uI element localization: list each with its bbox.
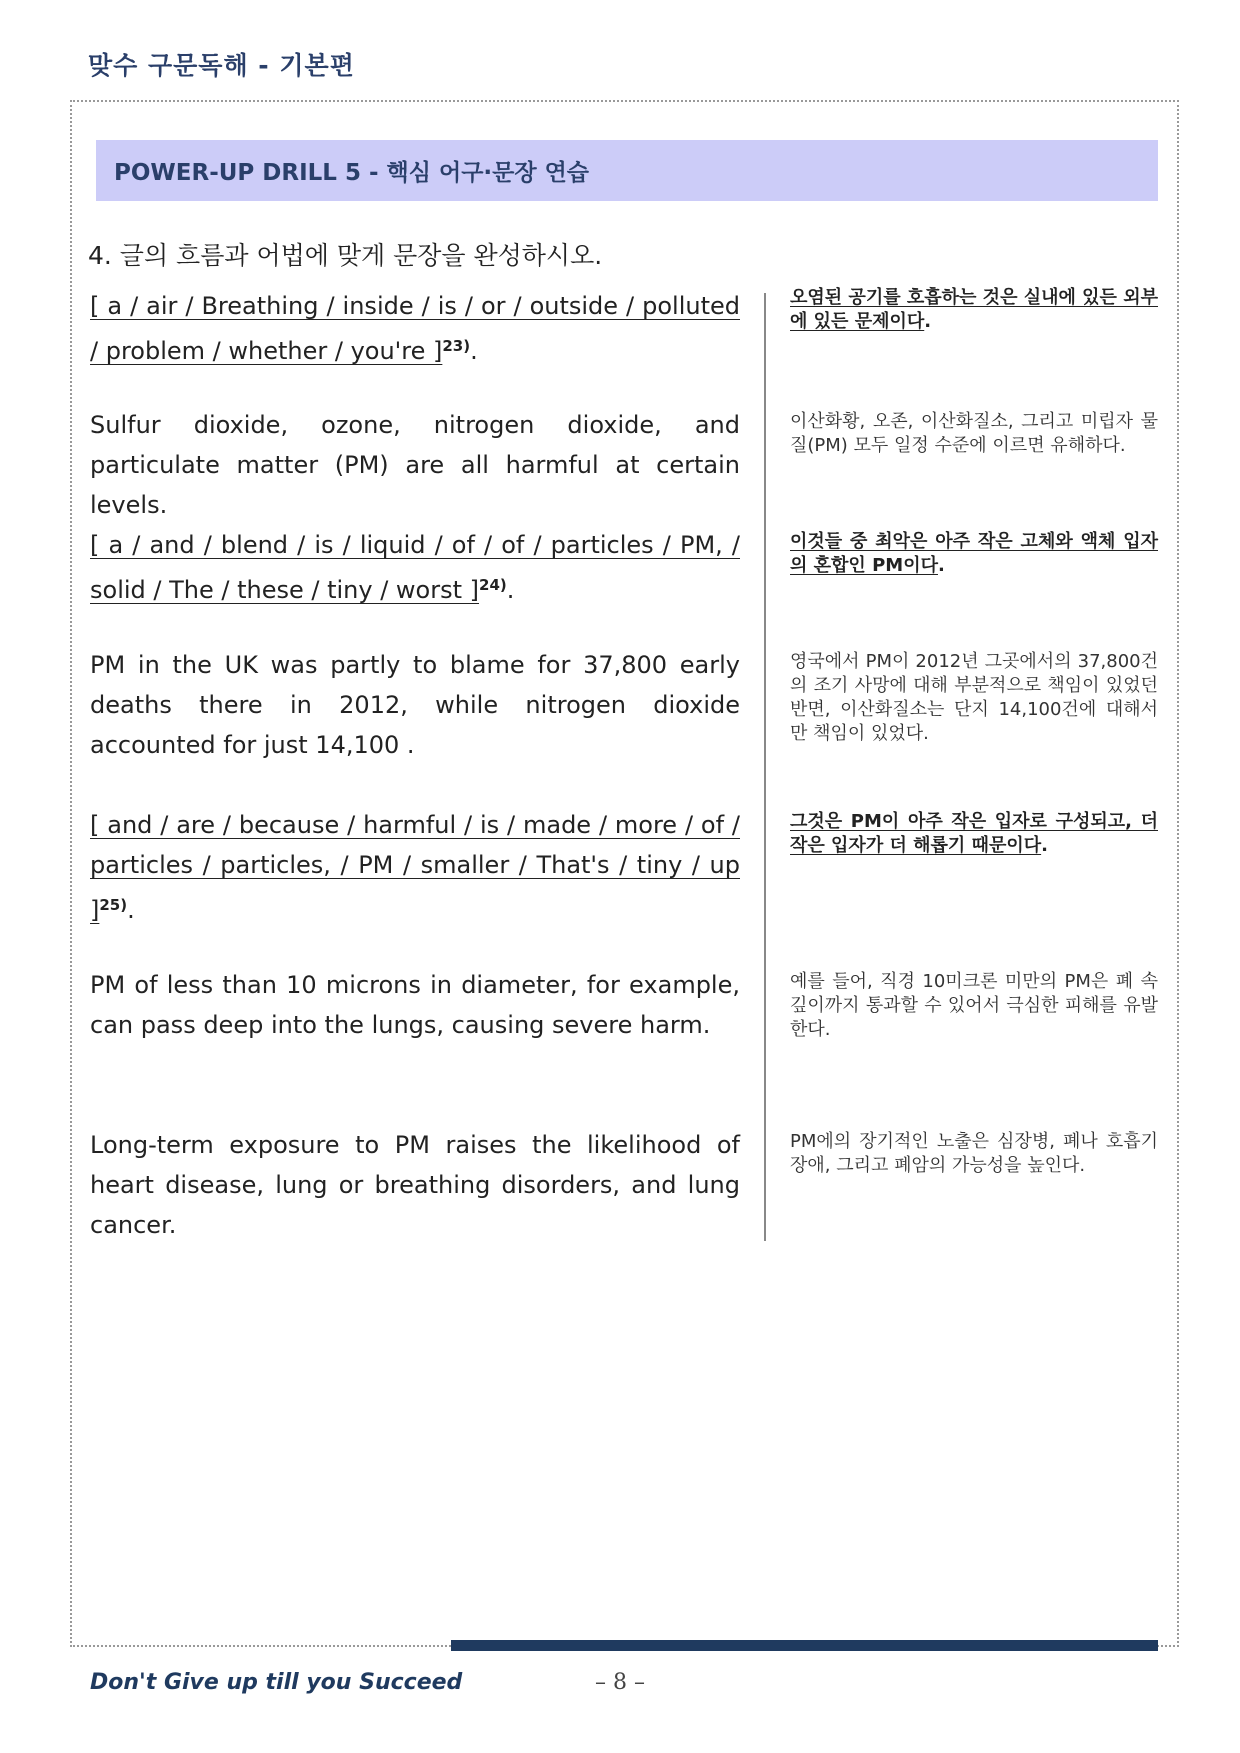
section-banner	[96, 140, 1158, 201]
korean-item-1: 오염된 공기를 호흡하는 것은 실내에 있든 외부에 있든 문제이다.	[790, 287, 1158, 332]
korean-item-6: 예를 들어, 직경 10미크론 미만의 PM은 폐 속 깊이까지 통과할 수 있어서 극심한 피해를 유발한다.	[790, 971, 1158, 1040]
scramble-words: [ a / and / blend / is / liquid / of / of / particles / PM, / solid / The / these / tiny / worst ]	[90, 531, 740, 604]
footer-bar	[451, 1640, 1158, 1651]
instruction-text: 4. 글의 흐름과 어법에 맞게 문장을 완성하시오.	[88, 241, 603, 270]
korean-item-4: 영국에서 PM이 2012년 그곳에서의 37,800건의 조기 사망에 대해 부분적으로 책임이 있었던 반면, 이산화질소는 단지 14,100건에 대해서만 책임이 있었다.	[790, 651, 1158, 744]
korean-translation: 오염된 공기를 호흡하는 것은 실내에 있든 외부에 있든 문제이다	[790, 287, 1158, 332]
english-item-2: Sulfur dioxide, ozone, nitrogen dioxide, and particulate matter (PM) are all harmful at certain levels.	[90, 411, 740, 519]
korean-item-7: PM에의 장기적인 노출은 심장병, 폐나 호흡기 장애, 그리고 폐암의 가능성을 높인다.	[790, 1131, 1158, 1176]
document-title: 맞수 구문독해 - 기본편	[88, 51, 355, 80]
footer-slogan: Don't Give up till you Succeed	[90, 1670, 463, 1695]
english-item-1: [ a / air / Breathing / inside / is / or / outside / polluted / problem / whether / you're ]$^{23)}$.	[90, 292, 740, 365]
english-item-5: [ and / are / because / harmful / is / made / more / of / particles / particles, / PM / smaller / That's / tiny / up ]$^{25)}$.	[90, 811, 740, 924]
section-banner-title: POWER-UP DRILL 5 - 핵심 어구·문장 연습	[114, 160, 590, 186]
footnote-mark: 25)	[99, 896, 128, 914]
english-item-6: PM of less than 10 microns in diameter, for example, can pass deep into the lungs, causing severe harm.	[90, 971, 740, 1039]
footnote-mark: 23)	[442, 337, 471, 355]
scramble-words: [ a / air / Breathing / inside / is / or / outside / polluted / problem / whether / you're ]	[90, 292, 740, 365]
korean-item-5: 그것은 PM이 아주 작은 입자로 구성되고, 더 작은 입자가 더 해롭기 때문이다.	[790, 811, 1158, 856]
korean-item-2: 이산화황, 오존, 이산화질소, 그리고 미립자 물질(PM) 모두 일정 수준에 이르면 유해하다.	[790, 411, 1158, 456]
korean-item-3: 이것들 중 최악은 아주 작은 고체와 액체 입자의 혼합인 PM이다.	[790, 531, 1158, 576]
english-item-3: [ a / and / blend / is / liquid / of / of / particles / PM, / solid / The / these / tiny / worst ]$^{24)}$.	[90, 531, 740, 604]
page-number: – 8 –	[595, 1670, 645, 1695]
footnote-mark: 24)	[479, 576, 507, 594]
scramble-words: [ and / are / because / harmful / is / made / more / of / particles / particles, / PM / smaller / That's / tiny / up ]	[90, 811, 740, 924]
korean-translation: 이것들 중 최악은 아주 작은 고체와 액체 입자의 혼합인 PM이다	[790, 531, 1158, 576]
column-divider	[764, 293, 766, 1241]
english-item-4: PM in the UK was partly to blame for 37,800 early deaths there in 2012, while nitrogen dioxide accounted for just 14,100 .	[90, 651, 740, 759]
korean-translation: 그것은 PM이 아주 작은 입자로 구성되고, 더 작은 입자가 더 해롭기 때문이다	[790, 811, 1158, 856]
english-item-7: Long-term exposure to PM raises the likelihood of heart disease, lung or breathing disorders, and lung cancer.	[90, 1131, 740, 1239]
